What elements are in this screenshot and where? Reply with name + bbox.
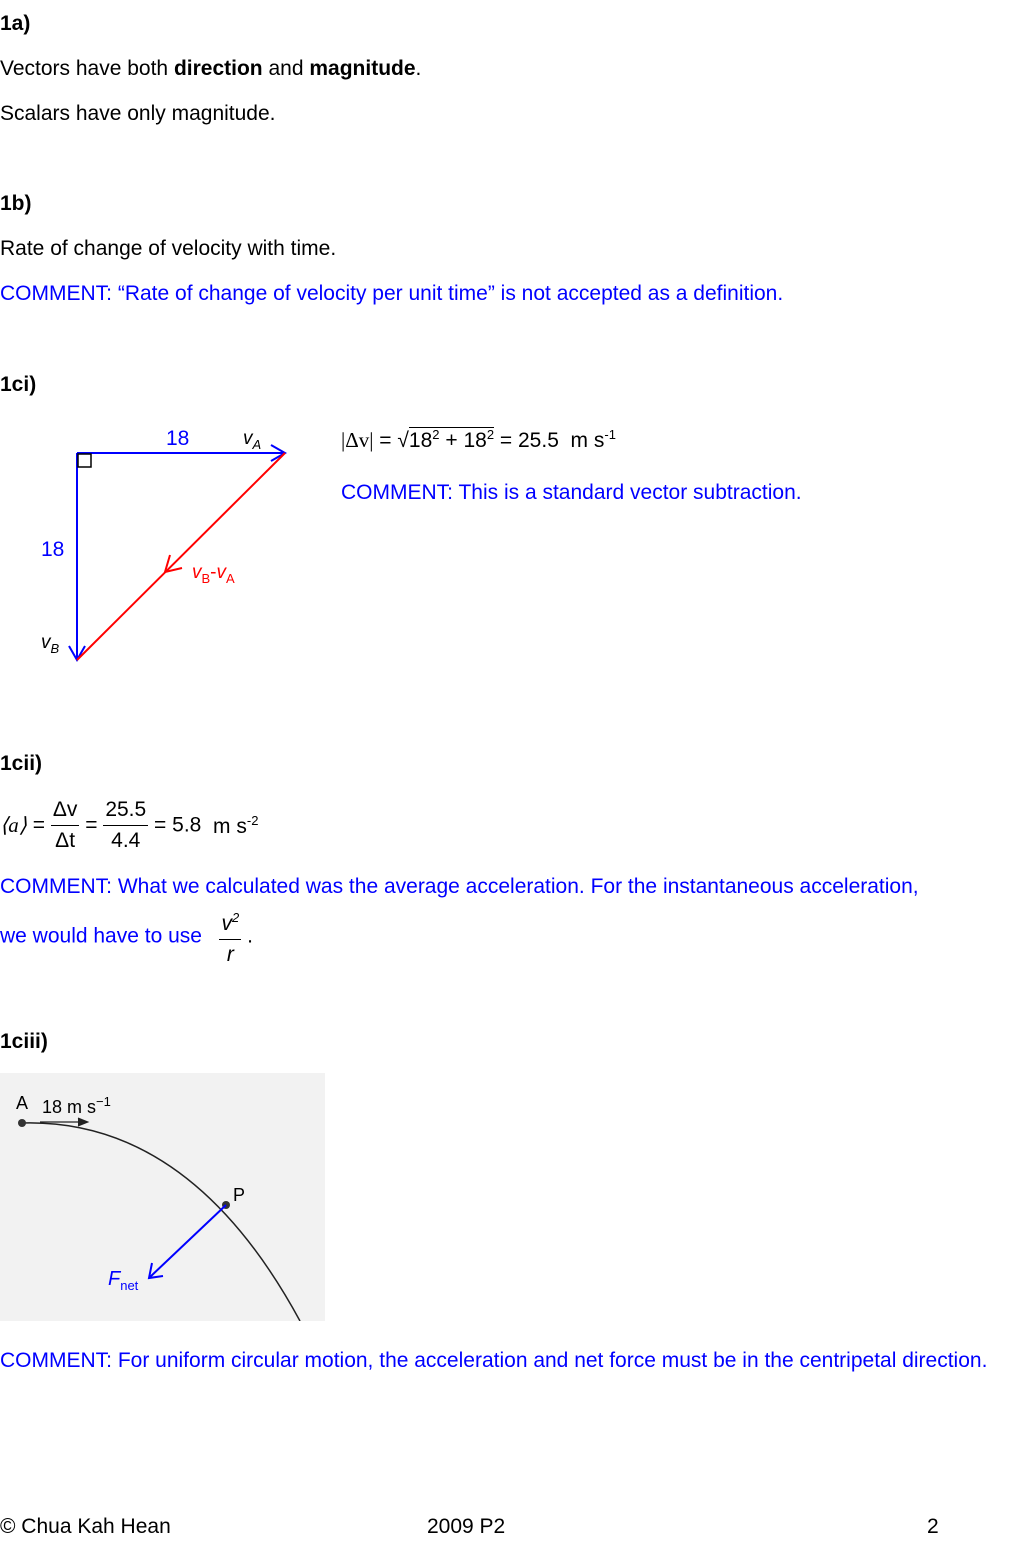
footer-page-number: 2 — [927, 1515, 939, 1538]
speed-label — [42, 1094, 111, 1118]
fnet-label — [108, 1268, 138, 1293]
answer-1b: Rate of change of velocity with time. — [0, 237, 337, 260]
text: and — [262, 57, 310, 80]
abs-delta-v: |Δv| — [341, 428, 374, 452]
fraction-v2-r — [219, 903, 241, 970]
equals: = — [499, 429, 513, 452]
numerator: Δv — [51, 795, 80, 826]
text: v — [243, 428, 253, 449]
heading-1a: 1a) — [0, 12, 31, 35]
unit-exponent: -2 — [246, 812, 259, 828]
denominator: 4.4 — [111, 829, 141, 852]
answer-1a-line2: Scalars have only magnitude. — [0, 102, 276, 125]
top-magnitude-label: 18 — [166, 427, 190, 450]
text: 2 — [486, 427, 495, 442]
unit-exponent: -1 — [604, 427, 616, 442]
unit: m s — [213, 814, 247, 838]
va-label — [243, 428, 261, 452]
text: A — [226, 570, 235, 586]
heading-1ciii: 1ciii) — [0, 1030, 48, 1053]
text: + — [445, 429, 458, 452]
text: A — [252, 436, 262, 452]
fraction-dv-dt — [51, 795, 80, 856]
equals: = — [379, 429, 392, 452]
numerator: 25.5 — [103, 795, 148, 826]
sqrt-symbol: √ — [397, 429, 409, 452]
text: 2 — [231, 910, 240, 925]
text: −1 — [96, 1094, 111, 1109]
footer-author: © Chua Kah Hean — [0, 1515, 171, 1538]
text: v — [216, 562, 226, 583]
text: 18 — [463, 429, 487, 452]
right-angle-marker — [78, 454, 91, 467]
text: v — [192, 562, 202, 583]
text: B — [201, 570, 211, 586]
avg-a: ⟨a⟩ — [0, 813, 27, 837]
unit-group — [213, 812, 259, 838]
text: 18 — [408, 429, 433, 452]
difference-label — [192, 562, 235, 586]
equals: = — [85, 813, 98, 837]
answer-1a-line1 — [0, 57, 421, 81]
text: v — [221, 912, 232, 935]
comment-1b: COMMENT: “Rate of change of velocity per unit time” is not accepted as a definition. — [0, 282, 784, 305]
result-value: 25.5 — [518, 429, 559, 452]
text: Vectors have both — [0, 57, 174, 80]
text: B — [50, 640, 60, 656]
point-p-label: P — [233, 1185, 246, 1205]
left-magnitude-label: 18 — [41, 538, 65, 561]
text: F — [108, 1268, 121, 1290]
acceleration-formula — [0, 795, 258, 856]
equals: = — [154, 813, 167, 837]
vb-label — [41, 632, 59, 656]
velocity-arrowhead — [78, 1118, 88, 1126]
heading-1cii: 1cii) — [0, 752, 43, 775]
bold-direction: direction — [173, 57, 263, 80]
denominator: r — [226, 943, 234, 966]
text: v — [41, 632, 51, 653]
denominator: Δt — [55, 829, 76, 852]
numerator — [219, 903, 241, 940]
text: we would have to use — [0, 924, 202, 948]
point-a-dot — [18, 1119, 26, 1127]
text: - — [210, 562, 217, 583]
equals: = — [32, 813, 45, 837]
footer-paper: 2009 P2 — [427, 1515, 506, 1538]
heading-1ci: 1ci) — [0, 373, 37, 396]
circular-motion-diagram — [0, 1073, 325, 1321]
heading-1b: 1b) — [0, 192, 32, 215]
comment-1ci: COMMENT: This is a standard vector subtraction. — [341, 481, 802, 504]
result-value: 5.8 — [172, 813, 202, 837]
difference-vector-line — [77, 453, 285, 660]
radicand — [409, 427, 494, 452]
text: . — [415, 57, 422, 80]
comment-1cii-line2 — [0, 903, 253, 970]
text: 2 — [432, 427, 440, 442]
text: net — [120, 1278, 139, 1293]
comment-1ciii: COMMENT: For uniform circular motion, the acceleration and net force must be in the centripetal direction. — [0, 1349, 988, 1372]
force-arrow — [150, 1205, 226, 1277]
fraction-values — [103, 795, 148, 856]
magnitude-formula — [341, 427, 616, 453]
point-a-label: A — [16, 1093, 29, 1113]
circular-path — [22, 1123, 300, 1321]
unit: m s — [570, 429, 605, 452]
bold-magnitude: magnitude — [309, 57, 416, 80]
text: . — [247, 924, 253, 948]
text: 18 m s — [42, 1097, 97, 1117]
comment-1cii-line1: COMMENT: What we calculated was the average acceleration. For the instantaneous acceleration, — [0, 875, 919, 898]
